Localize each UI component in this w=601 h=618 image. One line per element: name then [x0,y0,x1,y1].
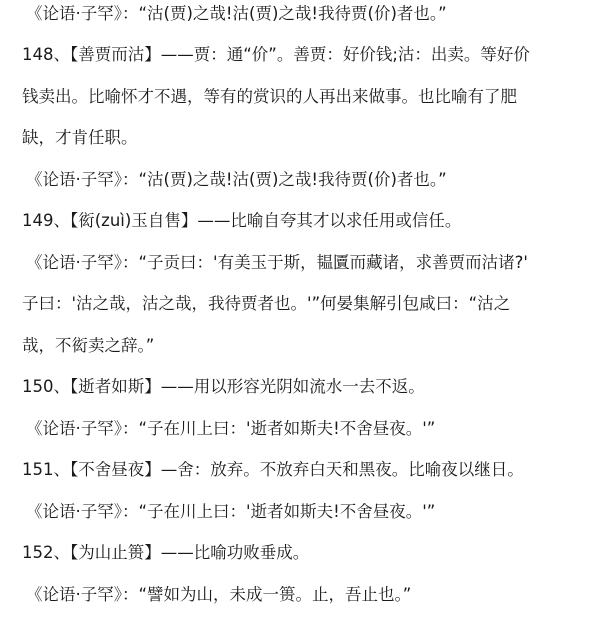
quote-line-3: 《论语·子罕》：“子贡曰：'有美玉于斯，韫匵而藏诸，求善贾而沽诸?' [26,253,528,272]
quote-line-6: 《论语·子罕》：“譬如为山，未成一篑。止，吾止也。” [26,585,412,604]
quote-line-2: 《论语·子罕》：“沽(贾)之哉!沽(贾)之哉!我待贾(价)者也。” [26,170,447,189]
body-line: 子曰：'沽之哉，沽之哉，我待贾者也。'”何晏集解引包咸曰：“沽之 [22,294,511,313]
entry-line-150: 150、【逝者如斯】——用以形容光阴如流水一去不返。 [22,377,425,396]
entry-line-152: 152、【为山止篑】——比喻功败垂成。 [22,543,310,562]
quote-line-4: 《论语·子罕》：“子在川上曰：'逝者如斯夫!不舍昼夜。'” [26,419,436,438]
entry-line-151: 151、【不舍昼夜】—舍：放弃。不放弃白天和黑夜。比喻夜以继日。 [22,460,524,479]
body-line: 钱卖出。比喻怀才不遇，等有的赏识的人再出来做事。也比喻有了肥 [22,87,517,106]
entry-line-149: 149、【衒(zuì)玉自售】——比喻自夸其才以求任用或信任。 [22,211,462,230]
quote-line-5: 《论语·子罕》：“子在川上曰：'逝者如斯夫!不舍昼夜。'” [26,502,436,521]
entry-line-148: 148、【善贾而沽】——贾：通“价”。善贾：好价钱;沽：出卖。等好价 [22,45,530,64]
quote-line-1: 《论语·子罕》：“沽(贾)之哉!沽(贾)之哉!我待贾(价)者也。” [26,4,447,23]
body-line: 哉，不衒卖之辞。” [22,336,155,355]
body-line: 缺，才肯任职。 [22,128,138,147]
